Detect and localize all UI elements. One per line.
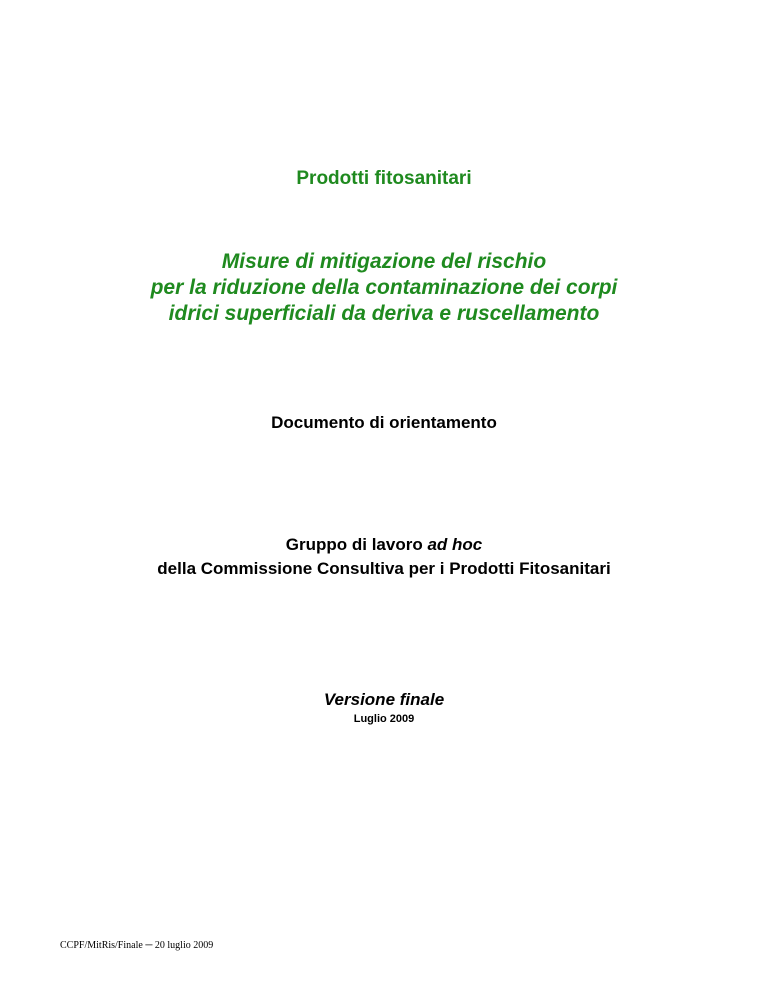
working-group-line-2: della Commissione Consultiva per i Prodotti Fitosanitari xyxy=(157,559,611,578)
working-group-prefix: Gruppo di lavoro xyxy=(285,535,428,554)
document-subtitle xyxy=(0,249,768,327)
subtitle-line-3: idrici superficiali da deriva e ruscellamento xyxy=(168,302,600,325)
working-group xyxy=(0,533,768,581)
working-group-emphasis: ad hoc xyxy=(427,535,483,554)
document-type: Documento di orientamento xyxy=(271,413,497,432)
document-title: Prodotti fitosanitari xyxy=(296,168,472,189)
working-group-line-1 xyxy=(0,533,768,557)
footer-reference: CCPF/MitRis/Finale xyxy=(60,940,143,951)
subtitle-line-1: Misure di mitigazione del rischio xyxy=(221,250,547,273)
page-footer xyxy=(60,939,213,952)
version-date: Luglio 2009 xyxy=(353,713,415,725)
version-label: Versione finale xyxy=(323,690,445,709)
footer-separator: ─ xyxy=(145,940,153,951)
subtitle-line-2: per la riduzione della contaminazione dei corpi xyxy=(150,276,618,299)
footer-date: 20 luglio 2009 xyxy=(154,940,214,951)
